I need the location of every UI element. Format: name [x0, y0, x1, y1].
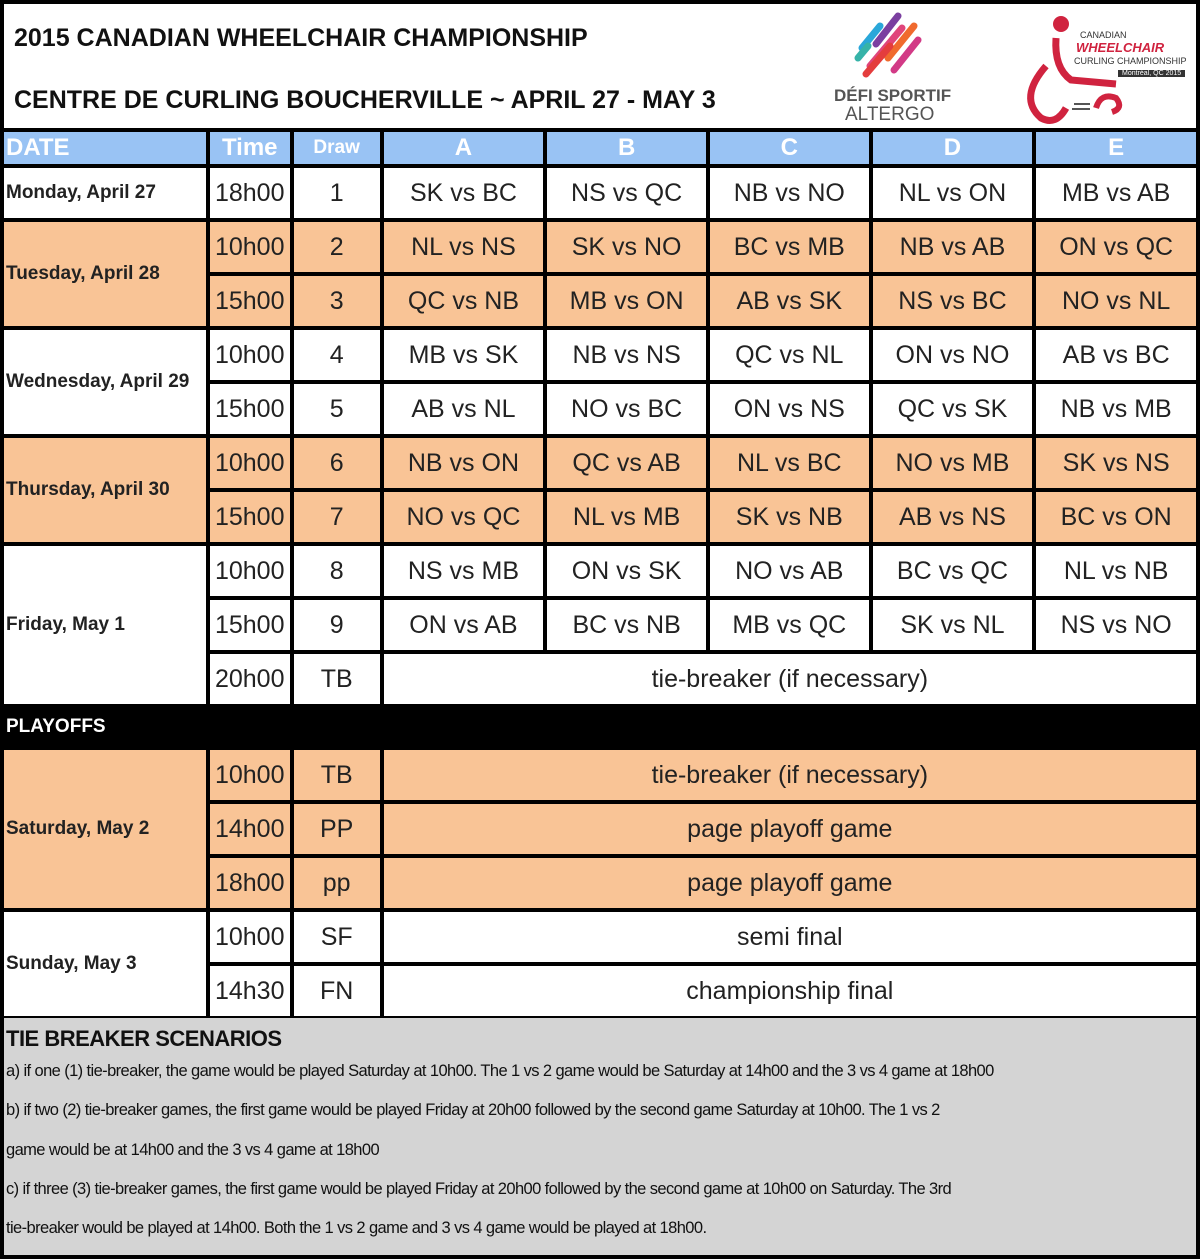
draw-cell: 9: [294, 600, 380, 650]
game-cell-d: NO vs MB: [873, 438, 1033, 488]
playoffs-row: [4, 708, 1196, 746]
time-cell: 14h00: [210, 804, 290, 854]
header-row: [4, 132, 1196, 164]
game-cell-c: SK vs NB: [710, 492, 869, 542]
date-cell: Friday, May 1: [4, 546, 206, 704]
game-cell-a: NB vs ON: [384, 438, 544, 488]
game-cell-e: SK vs NS: [1036, 438, 1196, 488]
game-cell-a: QC vs NB: [384, 276, 544, 326]
time-cell: 15h00: [210, 600, 290, 650]
col-b: B: [547, 132, 706, 164]
event-cell: semi final: [384, 912, 1196, 962]
date-cell: Saturday, May 2: [4, 750, 206, 908]
game-cell-c: NB vs NO: [710, 168, 869, 218]
draw-cell: pp: [294, 858, 380, 908]
page-title: 2015 CANADIAN WHEELCHAIR CHAMPIONSHIP: [14, 24, 588, 52]
game-cell-d: NS vs BC: [873, 276, 1033, 326]
game-cell-e: NB vs MB: [1036, 384, 1196, 434]
draw-cell: 5: [294, 384, 380, 434]
game-cell-c: NO vs AB: [710, 546, 869, 596]
game-cell-e: BC vs ON: [1036, 492, 1196, 542]
time-cell: 14h30: [210, 966, 290, 1016]
time-cell: 10h00: [210, 546, 290, 596]
game-cell-e: ON vs QC: [1036, 222, 1196, 272]
col-e: E: [1036, 132, 1196, 164]
stripes-logo-icon: [832, 8, 952, 86]
date-cell: Monday, April 27: [4, 168, 206, 218]
draw-cell: PP: [294, 804, 380, 854]
col-d: D: [873, 132, 1033, 164]
game-cell-b: NO vs BC: [547, 384, 706, 434]
game-cell-d: ON vs NO: [873, 330, 1033, 380]
scenario-line: a) if one (1) tie-breaker, the game would be played Saturday at 10h00. The 1 vs 2 game would be Saturday at 14h00 and the 3 vs 4 game at 18h00: [6, 1062, 994, 1080]
game-cell-b: BC vs NB: [547, 600, 706, 650]
draw-cell: 1: [294, 168, 380, 218]
time-cell: 10h00: [210, 750, 290, 800]
tie-breaker-title: TIE BREAKER SCENARIOS: [6, 1026, 282, 1051]
schedule-row: [4, 912, 1196, 962]
game-cell-a: ON vs AB: [384, 600, 544, 650]
col-a: A: [384, 132, 544, 164]
scenario-line: c) if three (3) tie-breaker games, the first game would be played Friday at 20h00 followed by the second game at 10h00 on Saturday. The 3rd: [6, 1179, 952, 1198]
tie-breaker-scenarios: [4, 1018, 1196, 1255]
playoffs-label: PLAYOFFS: [4, 708, 1196, 746]
event-cell: tie-breaker (if necessary): [384, 750, 1196, 800]
col-c: C: [710, 132, 869, 164]
time-cell: 18h00: [210, 858, 290, 908]
page-subtitle: CENTRE DE CURLING BOUCHERVILLE ~ APRIL 27 - MAY 3: [14, 86, 716, 114]
scenario-line: game would be at 14h00 and the 3 vs 4 game at 18h00: [6, 1140, 380, 1159]
game-cell-c: QC vs NL: [710, 330, 869, 380]
game-cell-b: MB vs ON: [547, 276, 706, 326]
scenario-line: b) if two (2) tie-breaker games, the first game would be played Friday at 20h00 followed by the second game Saturday at 10h00. The 1 vs 2: [6, 1101, 940, 1120]
game-cell-c: NL vs BC: [710, 438, 869, 488]
time-cell: 18h00: [210, 168, 290, 218]
col-date: DATE: [4, 132, 206, 164]
schedule-row: [4, 438, 1196, 488]
time-cell: 15h00: [210, 276, 290, 326]
game-cell-d: NL vs ON: [873, 168, 1033, 218]
draw-cell: 2: [294, 222, 380, 272]
scenario-line: tie-breaker would be played at 14h00. Both the 1 vs 2 game and 3 vs 4 game would be played at 18h00.: [6, 1219, 707, 1238]
game-cell-c: BC vs MB: [710, 222, 869, 272]
wheelchair-icon: [1016, 8, 1126, 126]
game-cell-d: AB vs NS: [873, 492, 1033, 542]
defi-sportif-logo: DÉFI SPORTIF ALTERGO: [832, 8, 952, 126]
draw-cell: TB: [294, 750, 380, 800]
time-cell: 15h00: [210, 492, 290, 542]
draw-cell: 4: [294, 330, 380, 380]
schedule-table: [0, 128, 1200, 1020]
event-cell: championship final: [384, 966, 1196, 1016]
draw-cell: 6: [294, 438, 380, 488]
game-cell-b: QC vs AB: [547, 438, 706, 488]
event-cell: page playoff game: [384, 858, 1196, 908]
game-cell-e: NS vs NO: [1036, 600, 1196, 650]
draw-cell: SF: [294, 912, 380, 962]
time-cell: 10h00: [210, 330, 290, 380]
date-cell: Sunday, May 3: [4, 912, 206, 1016]
game-cell-b: NB vs NS: [547, 330, 706, 380]
game-cell-b: NS vs QC: [547, 168, 706, 218]
event-cell: tie-breaker (if necessary): [384, 654, 1196, 704]
game-cell-e: NO vs NL: [1036, 276, 1196, 326]
game-cell-d: QC vs SK: [873, 384, 1033, 434]
col-time: Time: [210, 132, 290, 164]
time-cell: 10h00: [210, 222, 290, 272]
game-cell-e: AB vs BC: [1036, 330, 1196, 380]
game-cell-a: MB vs SK: [384, 330, 544, 380]
game-cell-e: MB vs AB: [1036, 168, 1196, 218]
event-cell: page playoff game: [384, 804, 1196, 854]
game-cell-c: MB vs QC: [710, 600, 869, 650]
time-cell: 10h00: [210, 912, 290, 962]
game-cell-c: ON vs NS: [710, 384, 869, 434]
date-cell: Tuesday, April 28: [4, 222, 206, 326]
championship-logo: CANADIAN WHEELCHAIR CURLING CHAMPIONSHIP Montréal, QC 2015: [1016, 8, 1196, 126]
game-cell-a: NS vs MB: [384, 546, 544, 596]
game-cell-a: NL vs NS: [384, 222, 544, 272]
time-cell: 20h00: [210, 654, 290, 704]
schedule-row: [4, 330, 1196, 380]
schedule-row: [4, 546, 1196, 596]
game-cell-a: NO vs QC: [384, 492, 544, 542]
game-cell-b: ON vs SK: [547, 546, 706, 596]
time-cell: 10h00: [210, 438, 290, 488]
game-cell-d: NB vs AB: [873, 222, 1033, 272]
schedule-row: [4, 222, 1196, 272]
date-cell: Thursday, April 30: [4, 438, 206, 542]
game-cell-e: NL vs NB: [1036, 546, 1196, 596]
schedule-row: [4, 750, 1196, 800]
draw-cell: 7: [294, 492, 380, 542]
page-header: [4, 4, 1196, 128]
game-cell-c: AB vs SK: [710, 276, 869, 326]
game-cell-d: SK vs NL: [873, 600, 1033, 650]
time-cell: 15h00: [210, 384, 290, 434]
draw-cell: TB: [294, 654, 380, 704]
draw-cell: FN: [294, 966, 380, 1016]
date-cell: Wednesday, April 29: [4, 330, 206, 434]
draw-cell: 3: [294, 276, 380, 326]
schedule-row: [4, 168, 1196, 218]
game-cell-a: AB vs NL: [384, 384, 544, 434]
draw-cell: 8: [294, 546, 380, 596]
game-cell-b: NL vs MB: [547, 492, 706, 542]
col-draw: Draw: [294, 132, 380, 164]
game-cell-b: SK vs NO: [547, 222, 706, 272]
game-cell-d: BC vs QC: [873, 546, 1033, 596]
game-cell-a: SK vs BC: [384, 168, 544, 218]
